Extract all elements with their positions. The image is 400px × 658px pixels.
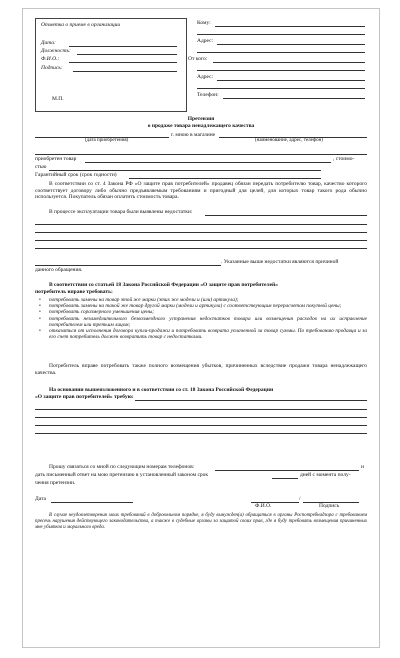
rights-item-text: отказаться от исполнения договора купли-продажи и потребовать возврата уплаченной за товар суммы. По требованию продавца и за его счет потребитель должен возвратить товар с недостатками. <box>49 328 367 341</box>
stamp-signature-line[interactable] <box>73 71 177 72</box>
to-line-2[interactable] <box>197 34 365 35</box>
signature-date-label: Дата <box>35 496 46 502</box>
demand-heading: На основании вышеизложенного и в соответствии со ст. 18 Закона Российской Федерации <box>49 387 274 393</box>
contact-request-end: и <box>361 464 364 470</box>
signature-separator: / <box>299 496 301 502</box>
to-line[interactable] <box>215 26 365 27</box>
stamp-fio-label: Ф.И.О.: <box>41 56 60 62</box>
defects-label: В процессе эксплуатации товара были выявлены недостатки: <box>49 209 193 215</box>
address1-label: Адрес: <box>197 38 214 44</box>
bullet-icon: • <box>39 309 41 316</box>
address1-line[interactable] <box>217 44 365 45</box>
footnote-text: В случае неудовлетворения моих требований в добровольном порядке, я буду вынужден(а) обращаться в органы Роспотребнадзора с требованием пресечь нарушения действующего законодательства, а также в судебные органы за защитой своих прав, где я буду требовать возмещения причиненных мне убытков и морального вреда. <box>35 513 367 530</box>
product-line[interactable] <box>85 162 331 163</box>
intro-cost-label: , стоимо- <box>333 156 355 162</box>
contact-deadline-text-3: чения претензии. <box>35 480 76 486</box>
defects-line-3[interactable] <box>35 232 367 233</box>
phone-label: Телефон: <box>197 92 219 98</box>
signature-sign-caption: Подпись <box>319 503 340 509</box>
demand-line-5[interactable] <box>35 433 367 434</box>
bullet-icon: • <box>39 328 41 335</box>
contact-deadline-text: дать письменный ответ на мою претензию в установленный законом срок <box>35 472 209 478</box>
warranty-line[interactable] <box>129 178 321 179</box>
defects-line-2[interactable] <box>35 224 367 225</box>
damages-paragraph: Потребитель вправе потребовать также полного возмещения убытков, причиненных вследствие продажи товара ненадлежащего качества. <box>35 363 367 376</box>
rights-item-text: потребовать незамедлительного безвозмездного устранения недостатков товара или возмещения расходов на их исправление потребителем или третьим лицом; <box>49 315 367 328</box>
defects-tail-text: . Указанные выше недостатки являются причиной <box>221 259 339 265</box>
defects-tail-text-2: данного обращения. <box>35 267 83 273</box>
defects-line-5[interactable] <box>35 248 367 249</box>
rights-item-text: потребовать соразмерного уменьшения цены; <box>49 309 155 316</box>
rights-item-text: потребовать замены на такой же товар другой марки (модели и артикула) с соответствующим перерасчетом покупной цены; <box>49 303 342 310</box>
defects-line-4[interactable] <box>35 240 367 241</box>
contact-deadline-text-2: дней с момента полу- <box>300 472 351 478</box>
signature-date-line[interactable] <box>51 502 133 503</box>
rights-heading: В соответствии со статьей 18 Закона Российской Федерации «О защите прав потребителей» <box>49 282 278 288</box>
demand-line-3[interactable] <box>35 417 367 418</box>
from-line[interactable] <box>213 62 365 63</box>
warranty-label: Гарантийный срок (срок годности) <box>35 172 117 178</box>
intro-cost-label-2: стью <box>35 164 47 170</box>
from-label: От кого: <box>188 56 208 62</box>
caption-shop: (наименование, адрес, телефон) <box>255 138 323 143</box>
rights-item <box>35 328 367 340</box>
deadline-days-line[interactable] <box>272 478 298 479</box>
rights-item <box>35 316 367 328</box>
stamp-title: Отметка о приеме в организации <box>41 22 121 28</box>
phone-line[interactable] <box>223 98 365 99</box>
stamp-position-line[interactable] <box>77 54 177 55</box>
intro-purchase-text: г. мною в магазине <box>171 132 216 138</box>
defects-line-1[interactable] <box>205 215 367 216</box>
stamp-signature-label: Подпись: <box>41 65 63 71</box>
signature-fio-caption: Ф.И.О. <box>255 503 272 509</box>
stamp-position-label: Должность: <box>41 48 71 54</box>
intro-product-label: приобретен товар <box>35 156 77 162</box>
demand-line-2[interactable] <box>35 409 367 410</box>
stamp-mp: М.П. <box>52 96 64 102</box>
claim-title: Претензия <box>187 116 215 122</box>
address1-line-2[interactable] <box>197 52 365 53</box>
defects-line-6[interactable] <box>35 265 221 266</box>
address2-line-2[interactable] <box>197 88 365 89</box>
bullet-icon: • <box>39 303 41 310</box>
claim-document-page <box>22 8 380 648</box>
to-label: Кому: <box>197 20 211 26</box>
demand-line-4[interactable] <box>35 425 367 426</box>
shop-line-2[interactable] <box>35 154 367 155</box>
claim-subtitle: о продаже товара ненадлежащего качества <box>147 123 255 129</box>
cost-line[interactable] <box>49 170 321 171</box>
rights-heading-2: потребитель вправе требовать: <box>35 289 113 295</box>
bullet-icon: • <box>39 315 41 322</box>
bullet-icon: • <box>39 297 41 303</box>
address2-label: Адрес: <box>197 74 214 80</box>
caption-purchase-date: (дата приобретения) <box>85 138 129 143</box>
rights-list <box>35 297 367 340</box>
law-article4-paragraph: В соответствии со ст. 4 Закона РФ «О защите прав потребителей» продавец обязан передать потребителю товар, качество которого соответствует договору либо обычно предъявляемым требованиям и пригодный для целей, для которых товар такого рода обычно используется. Покупатель обязан оплатить стоимость товара. <box>35 181 367 201</box>
stamp-date-label: Дата: <box>41 40 56 46</box>
from-line-2[interactable] <box>197 70 365 71</box>
stamp-date-line[interactable] <box>69 46 177 47</box>
stamp-fio-line[interactable] <box>69 62 177 63</box>
address2-line[interactable] <box>217 80 365 81</box>
rights-item-text: потребовать замены на товар этой же марки (этих же модели и (или) артикула); <box>49 297 239 303</box>
contact-request-text: Прошу связаться со мной по следующим номерам телефонов: <box>49 464 195 470</box>
demand-heading-2: «О защите прав потребителей» требую: <box>35 394 134 400</box>
contact-phone-line[interactable] <box>215 470 359 471</box>
demand-line-1[interactable] <box>135 400 367 401</box>
